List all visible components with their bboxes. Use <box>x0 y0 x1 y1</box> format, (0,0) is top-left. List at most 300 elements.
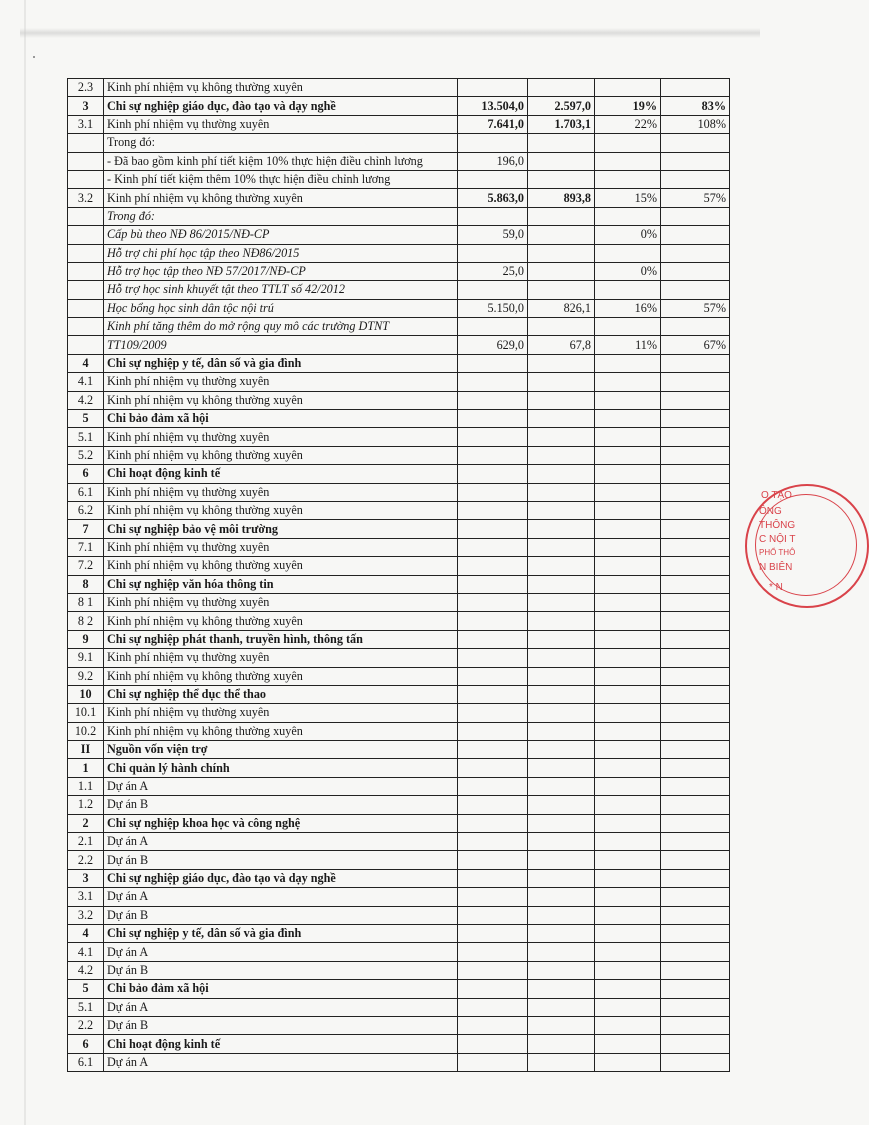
estimate-value <box>458 244 528 262</box>
estimate-value <box>458 207 528 225</box>
percent-same-period <box>661 667 730 685</box>
percent-of-estimate <box>595 722 661 740</box>
percent-of-estimate <box>595 961 661 979</box>
actual-value <box>528 244 595 262</box>
estimate-value <box>458 924 528 942</box>
row-number: 9.2 <box>68 667 104 685</box>
percent-same-period <box>661 980 730 998</box>
actual-value <box>528 501 595 519</box>
actual-value <box>528 170 595 188</box>
table-row <box>68 704 730 722</box>
actual-value <box>528 924 595 942</box>
row-description: Dự án A <box>104 833 458 851</box>
table-row <box>68 869 730 887</box>
row-number: 8 1 <box>68 593 104 611</box>
row-description: Kinh phí nhiệm vụ không thường xuyên <box>104 189 458 207</box>
row-description: Chi sự nghiệp khoa học và công nghệ <box>104 814 458 832</box>
percent-of-estimate <box>595 759 661 777</box>
row-number <box>68 281 104 299</box>
actual-value <box>528 1053 595 1071</box>
estimate-value <box>458 777 528 795</box>
table-row <box>68 189 730 207</box>
row-description: Kinh phí nhiệm vụ thường xuyên <box>104 649 458 667</box>
table-row <box>68 465 730 483</box>
row-number: 1 <box>68 759 104 777</box>
percent-same-period <box>661 318 730 336</box>
table-row <box>68 1035 730 1053</box>
percent-same-period <box>661 538 730 556</box>
table-row <box>68 649 730 667</box>
row-number: 3 <box>68 869 104 887</box>
percent-of-estimate <box>595 501 661 519</box>
table-row <box>68 281 730 299</box>
row-number: 3 <box>68 97 104 115</box>
estimate-value <box>458 998 528 1016</box>
percent-same-period <box>661 446 730 464</box>
percent-same-period <box>661 483 730 501</box>
percent-of-estimate <box>595 1035 661 1053</box>
seal-text: ÔNG <box>759 506 782 517</box>
actual-value <box>528 410 595 428</box>
actual-value <box>528 685 595 703</box>
row-description: Nguồn vốn viện trợ <box>104 741 458 759</box>
row-description: Dự án A <box>104 888 458 906</box>
row-number: 4.2 <box>68 961 104 979</box>
row-description: Dự án A <box>104 998 458 1016</box>
actual-value <box>528 998 595 1016</box>
actual-value <box>528 79 595 97</box>
row-number: 3.2 <box>68 189 104 207</box>
percent-same-period <box>661 354 730 372</box>
actual-value <box>528 575 595 593</box>
actual-value <box>528 961 595 979</box>
table-row <box>68 741 730 759</box>
estimate-value <box>458 851 528 869</box>
percent-of-estimate: 0% <box>595 262 661 280</box>
table-row <box>68 998 730 1016</box>
estimate-value: 7.641,0 <box>458 115 528 133</box>
percent-same-period <box>661 373 730 391</box>
row-number: 9.1 <box>68 649 104 667</box>
actual-value <box>528 134 595 152</box>
actual-value <box>528 538 595 556</box>
estimate-value <box>458 685 528 703</box>
actual-value <box>528 557 595 575</box>
percent-same-period <box>661 961 730 979</box>
table-row <box>68 667 730 685</box>
estimate-value <box>458 888 528 906</box>
percent-of-estimate: 15% <box>595 189 661 207</box>
row-description: Dự án B <box>104 796 458 814</box>
actual-value <box>528 318 595 336</box>
estimate-value <box>458 318 528 336</box>
percent-same-period: 57% <box>661 189 730 207</box>
percent-of-estimate <box>595 777 661 795</box>
percent-same-period <box>661 814 730 832</box>
table-row <box>68 226 730 244</box>
table-row <box>68 354 730 372</box>
table-row <box>68 97 730 115</box>
percent-of-estimate <box>595 391 661 409</box>
percent-same-period <box>661 226 730 244</box>
percent-of-estimate <box>595 980 661 998</box>
row-number: 1.1 <box>68 777 104 795</box>
percent-of-estimate: 0% <box>595 226 661 244</box>
actual-value <box>528 851 595 869</box>
table-row <box>68 943 730 961</box>
percent-of-estimate: 16% <box>595 299 661 317</box>
table-row <box>68 906 730 924</box>
row-description: Kinh phí nhiệm vụ không thường xuyên <box>104 501 458 519</box>
percent-of-estimate <box>595 170 661 188</box>
percent-same-period <box>661 722 730 740</box>
actual-value <box>528 593 595 611</box>
actual-value <box>528 281 595 299</box>
estimate-value <box>458 961 528 979</box>
actual-value <box>528 943 595 961</box>
row-description: Kinh phí nhiệm vụ không thường xuyên <box>104 79 458 97</box>
row-number <box>68 134 104 152</box>
row-description: Kinh phí nhiệm vụ không thường xuyên <box>104 391 458 409</box>
row-description: Kinh phí nhiệm vụ thường xuyên <box>104 538 458 556</box>
row-number <box>68 336 104 354</box>
percent-same-period <box>661 557 730 575</box>
row-description: Chi sự nghiệp giáo dục, đào tạo và dạy nghề <box>104 869 458 887</box>
actual-value <box>528 391 595 409</box>
row-description: Dự án B <box>104 1016 458 1034</box>
table-row <box>68 722 730 740</box>
percent-same-period <box>661 244 730 262</box>
actual-value <box>528 630 595 648</box>
row-description: Dự án B <box>104 851 458 869</box>
budget-table-body <box>68 79 730 1072</box>
table-row <box>68 501 730 519</box>
percent-same-period <box>661 777 730 795</box>
table-row <box>68 244 730 262</box>
estimate-value <box>458 281 528 299</box>
estimate-value <box>458 704 528 722</box>
row-number: 7.2 <box>68 557 104 575</box>
table-row <box>68 961 730 979</box>
percent-of-estimate: 11% <box>595 336 661 354</box>
row-number <box>68 170 104 188</box>
row-description: Dự án A <box>104 1053 458 1071</box>
scan-artifact-top <box>20 28 760 38</box>
row-description: Chi sự nghiệp giáo dục, đào tạo và dạy nghề <box>104 97 458 115</box>
percent-of-estimate <box>595 152 661 170</box>
row-description: Chi quản lý hành chính <box>104 759 458 777</box>
row-description: Chi sự nghiệp y tế, dân số và gia đình <box>104 354 458 372</box>
actual-value: 1.703,1 <box>528 115 595 133</box>
row-description: Hỗ trợ chi phí học tập theo NĐ86/2015 <box>104 244 458 262</box>
actual-value <box>528 704 595 722</box>
table-row <box>68 115 730 133</box>
row-number: 2.1 <box>68 833 104 851</box>
actual-value <box>528 428 595 446</box>
percent-of-estimate <box>595 446 661 464</box>
row-description: Kinh phí nhiệm vụ thường xuyên <box>104 704 458 722</box>
percent-of-estimate <box>595 318 661 336</box>
percent-same-period <box>661 1035 730 1053</box>
estimate-value <box>458 520 528 538</box>
actual-value <box>528 649 595 667</box>
estimate-value <box>458 667 528 685</box>
row-description: Dự án A <box>104 943 458 961</box>
percent-same-period <box>661 649 730 667</box>
row-number <box>68 207 104 225</box>
table-row <box>68 79 730 97</box>
percent-same-period <box>661 262 730 280</box>
estimate-value: 25,0 <box>458 262 528 280</box>
table-row <box>68 318 730 336</box>
row-description: Chi bảo đảm xã hội <box>104 410 458 428</box>
percent-same-period <box>661 630 730 648</box>
row-number <box>68 262 104 280</box>
row-number: 5.2 <box>68 446 104 464</box>
percent-of-estimate <box>595 630 661 648</box>
row-description: Kinh phí nhiệm vụ thường xuyên <box>104 483 458 501</box>
estimate-value <box>458 1016 528 1034</box>
actual-value <box>528 612 595 630</box>
percent-of-estimate <box>595 538 661 556</box>
estimate-value <box>458 1035 528 1053</box>
row-description: Kinh phí nhiệm vụ không thường xuyên <box>104 667 458 685</box>
table-row <box>68 1016 730 1034</box>
row-description: Cấp bù theo NĐ 86/2015/NĐ-CP <box>104 226 458 244</box>
row-description: Chi bảo đảm xã hội <box>104 980 458 998</box>
table-row <box>68 520 730 538</box>
row-number: 2.2 <box>68 1016 104 1034</box>
row-number: 4.2 <box>68 391 104 409</box>
actual-value <box>528 373 595 391</box>
percent-of-estimate <box>595 612 661 630</box>
estimate-value <box>458 796 528 814</box>
estimate-value <box>458 501 528 519</box>
row-description: Kinh phí nhiệm vụ thường xuyên <box>104 428 458 446</box>
row-number: 3.1 <box>68 888 104 906</box>
actual-value <box>528 262 595 280</box>
actual-value <box>528 869 595 887</box>
percent-of-estimate <box>595 410 661 428</box>
estimate-value <box>458 373 528 391</box>
row-number: 10.2 <box>68 722 104 740</box>
percent-same-period <box>661 79 730 97</box>
table-row <box>68 575 730 593</box>
seal-text: PHỔ THÔ <box>759 548 796 557</box>
actual-value <box>528 446 595 464</box>
row-number <box>68 318 104 336</box>
actual-value <box>528 226 595 244</box>
row-description: - Kinh phí tiết kiệm thêm 10% thực hiện điều chỉnh lương <box>104 170 458 188</box>
percent-of-estimate <box>595 207 661 225</box>
table-row <box>68 336 730 354</box>
actual-value <box>528 741 595 759</box>
table-row <box>68 262 730 280</box>
percent-of-estimate <box>595 649 661 667</box>
percent-same-period <box>661 685 730 703</box>
actual-value <box>528 906 595 924</box>
row-description: Kinh phí nhiệm vụ thường xuyên <box>104 373 458 391</box>
estimate-value: 629,0 <box>458 336 528 354</box>
row-description: Kinh phí nhiệm vụ không thường xuyên <box>104 722 458 740</box>
actual-value <box>528 833 595 851</box>
table-row <box>68 833 730 851</box>
row-description: Dự án A <box>104 777 458 795</box>
estimate-value <box>458 943 528 961</box>
estimate-value <box>458 354 528 372</box>
table-row <box>68 207 730 225</box>
row-description: Chi sự nghiệp thể dục thể thao <box>104 685 458 703</box>
actual-value <box>528 888 595 906</box>
estimate-value <box>458 170 528 188</box>
estimate-value: 59,0 <box>458 226 528 244</box>
row-number: 6.2 <box>68 501 104 519</box>
table-row <box>68 980 730 998</box>
row-number: 6.1 <box>68 1053 104 1071</box>
row-description: Dự án B <box>104 961 458 979</box>
percent-of-estimate <box>595 244 661 262</box>
percent-same-period <box>661 759 730 777</box>
percent-same-period <box>661 207 730 225</box>
percent-of-estimate <box>595 575 661 593</box>
row-description: Chi sự nghiệp văn hóa thông tin <box>104 575 458 593</box>
row-description: Chi sự nghiệp bảo vệ môi trường <box>104 520 458 538</box>
estimate-value <box>458 575 528 593</box>
scan-artifact-left <box>24 0 26 1125</box>
estimate-value <box>458 612 528 630</box>
percent-of-estimate <box>595 796 661 814</box>
actual-value <box>528 152 595 170</box>
estimate-value: 13.504,0 <box>458 97 528 115</box>
table-row <box>68 685 730 703</box>
table-row <box>68 557 730 575</box>
percent-same-period <box>661 741 730 759</box>
official-seal-stamp <box>745 484 869 608</box>
percent-of-estimate <box>595 79 661 97</box>
percent-of-estimate <box>595 483 661 501</box>
row-description: Kinh phí nhiệm vụ không thường xuyên <box>104 612 458 630</box>
row-description: Trong đó: <box>104 134 458 152</box>
row-number: 1.2 <box>68 796 104 814</box>
percent-of-estimate: 22% <box>595 115 661 133</box>
estimate-value <box>458 557 528 575</box>
table-row <box>68 483 730 501</box>
percent-same-period <box>661 152 730 170</box>
percent-of-estimate <box>595 685 661 703</box>
table-row <box>68 593 730 611</box>
percent-same-period <box>661 465 730 483</box>
table-row <box>68 152 730 170</box>
percent-of-estimate <box>595 906 661 924</box>
percent-same-period <box>661 520 730 538</box>
row-number: 8 2 <box>68 612 104 630</box>
table-row <box>68 888 730 906</box>
percent-same-period <box>661 704 730 722</box>
row-number: II <box>68 741 104 759</box>
percent-same-period <box>661 1053 730 1071</box>
percent-same-period <box>661 410 730 428</box>
row-number: 5 <box>68 980 104 998</box>
percent-of-estimate: 19% <box>595 97 661 115</box>
percent-same-period <box>661 428 730 446</box>
table-row <box>68 759 730 777</box>
row-description: Chi sự nghiệp y tế, dân số và gia đình <box>104 924 458 942</box>
estimate-value <box>458 814 528 832</box>
estimate-value <box>458 538 528 556</box>
row-number: 5.1 <box>68 998 104 1016</box>
estimate-value <box>458 410 528 428</box>
actual-value <box>528 814 595 832</box>
scan-dot <box>33 56 35 58</box>
percent-same-period <box>661 612 730 630</box>
table-row <box>68 630 730 648</box>
row-number <box>68 244 104 262</box>
actual-value <box>528 667 595 685</box>
row-description: Kinh phí nhiệm vụ không thường xuyên <box>104 557 458 575</box>
table-row <box>68 538 730 556</box>
seal-text: N BIÊN <box>759 562 793 573</box>
actual-value: 2.597,0 <box>528 97 595 115</box>
percent-of-estimate <box>595 998 661 1016</box>
percent-same-period <box>661 170 730 188</box>
row-description: Chi hoạt động kinh tế <box>104 1035 458 1053</box>
row-description: Kinh phí nhiệm vụ không thường xuyên <box>104 446 458 464</box>
estimate-value <box>458 465 528 483</box>
estimate-value <box>458 980 528 998</box>
percent-of-estimate <box>595 593 661 611</box>
seal-text: O TẠO <box>761 490 792 501</box>
estimate-value <box>458 869 528 887</box>
table-row <box>68 391 730 409</box>
percent-of-estimate <box>595 134 661 152</box>
table-row <box>68 777 730 795</box>
actual-value <box>528 722 595 740</box>
percent-of-estimate <box>595 354 661 372</box>
percent-same-period <box>661 943 730 961</box>
row-description: Trong đó: <box>104 207 458 225</box>
seal-text: * N <box>769 582 783 593</box>
row-number: 4.1 <box>68 373 104 391</box>
table-row <box>68 1053 730 1071</box>
row-number: 5 <box>68 410 104 428</box>
percent-of-estimate <box>595 465 661 483</box>
seal-text: THÔNG <box>759 520 796 531</box>
row-number: 7.1 <box>68 538 104 556</box>
row-description: Kinh phí nhiệm vụ thường xuyên <box>104 115 458 133</box>
estimate-value <box>458 759 528 777</box>
actual-value: 893,8 <box>528 189 595 207</box>
table-row <box>68 410 730 428</box>
actual-value <box>528 777 595 795</box>
estimate-value <box>458 391 528 409</box>
row-number: 6 <box>68 465 104 483</box>
row-number <box>68 226 104 244</box>
row-number: 3.1 <box>68 115 104 133</box>
percent-same-period <box>661 869 730 887</box>
percent-of-estimate <box>595 869 661 887</box>
table-row <box>68 851 730 869</box>
percent-of-estimate <box>595 943 661 961</box>
row-number: 2 <box>68 814 104 832</box>
seal-text: C NỘI T <box>759 534 796 545</box>
table-row <box>68 446 730 464</box>
row-description: Kinh phí nhiệm vụ thường xuyên <box>104 593 458 611</box>
percent-same-period <box>661 906 730 924</box>
percent-of-estimate <box>595 924 661 942</box>
percent-of-estimate <box>595 557 661 575</box>
percent-same-period: 67% <box>661 336 730 354</box>
estimate-value <box>458 906 528 924</box>
